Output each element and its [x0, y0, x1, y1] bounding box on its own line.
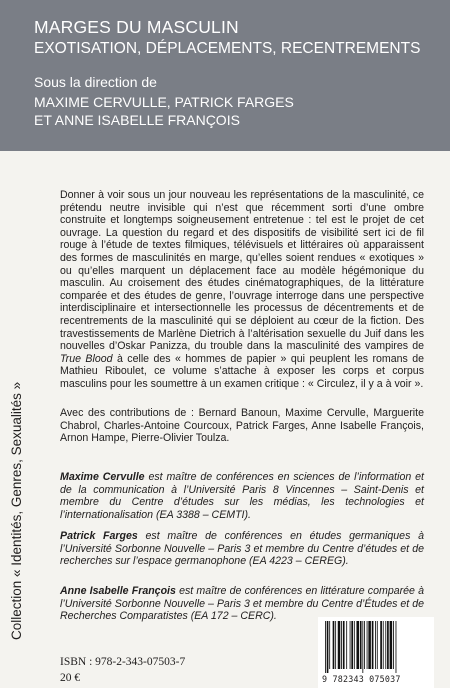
editors-line-1: MAXIME CERVULLE, PATRICK FARGES — [34, 94, 294, 110]
summary-text — [60, 189, 424, 391]
barcode-bar — [396, 621, 397, 673]
barcode-bar — [383, 621, 384, 669]
collection-name: Collection « Identités, Genres, Sexualités » — [9, 381, 24, 640]
summary-italic-title: True Blood — [60, 352, 113, 365]
barcode-bar — [375, 621, 376, 669]
cover-header — [0, 0, 450, 151]
barcode-bar — [341, 621, 342, 669]
price: 20 € — [60, 672, 81, 684]
barcode-bar — [327, 621, 329, 673]
barcode-bar — [329, 621, 330, 669]
barcode-bar — [364, 621, 365, 669]
direction-label: Sous la direction de — [34, 74, 157, 90]
barcode-bar — [377, 621, 378, 669]
barcode-bar — [343, 621, 345, 669]
barcode-bar — [335, 621, 336, 669]
bio-name: Maxime Cervulle — [60, 471, 145, 483]
barcode-bar — [325, 621, 326, 673]
summary-paragraph — [60, 189, 424, 391]
contributors-text: Avec des contributions de : Bernard Banoun, Maxime Cervulle, Marguerite Chabrol, Charles-Antoine Courcoux, Patrick Farges, Anne Isabelle François, Arnon Hampe, Pierre-Olivier Toulza. — [60, 407, 424, 445]
barcode-bar — [354, 621, 355, 669]
barcode-bar — [360, 621, 362, 669]
barcode-bars — [325, 621, 427, 673]
barcode-number: 9 782343 075037 — [322, 674, 401, 684]
barcode-bar — [362, 621, 363, 673]
barcode-bar — [387, 621, 389, 669]
barcode-bar — [350, 621, 351, 669]
bio-name: Patrick Farges — [60, 530, 138, 542]
bio-farges — [60, 530, 424, 568]
summary-part-1: Donner à voir sous un jour nouveau les représentations de la masculinité, ce prétendu neutre invisible qui n’est que récemment sorti d’une ombre construite et longtemps soigneusement entretenue : tel est le projet de cet ouvrage. La question du regard et des dispositifs de visibilité sert ici de fil rouge à l’étude de textes filmiques, télévisuels et littéraires où apparaissent des formes de masculinités en marge, qu’elles soient rendues « exotiques » ou qu’elles marquent un déplacement face au modèle hégémonique du masculin. Au croisement des études cinématographiques, de la littérature comparée et des études de genre, l’ouvrage interroge dans une perspective interdisciplinaire et intersectionnelle les processus de décentrements et de recentrements de la masculinité qui se déploient au cœur de la fiction. Des travestissements de Marlène Dietrich à l’altérisation sexuelle du Juif dans les nouvelles d’Oskar Panizza, du trouble dans la masculinité des vampires de — [60, 189, 424, 353]
bio-name: Anne Isabelle François — [60, 585, 176, 597]
barcode-bar — [393, 621, 394, 669]
bio-text: est maître de conférences en littérature comparée à l’Université Sorbonne Nouvelle – Paris 3 et membre du Centre d’Études et de Recherches Comparatistes (EA 172 – CERC). — [60, 585, 424, 623]
barcode-bar — [333, 621, 335, 669]
book-title: MARGES DU MASCULIN — [34, 17, 239, 37]
barcode-bar — [367, 621, 368, 669]
barcode-bar — [356, 621, 359, 669]
bio-text: est maître de conférences en sciences de l’information et de la communication à l’Université Paris 8 Vincennes – Saint-Denis et membre du Centre d’études sur les médias, les technologies et l’internationalisation (EA 3388 – CEMTI). — [60, 471, 424, 521]
editors-line-2: ET ANNE ISABELLE FRANÇOIS — [34, 112, 240, 128]
bio-text: est maître de conférences en études germaniques à l’Université Sorbonne Nouvelle – Paris 3 et membre du Centre d’études et de recherches sur l’espace germanophone (EA 4223 – CEREG). — [60, 530, 424, 568]
barcode-bar — [372, 621, 374, 669]
book-subtitle: EXOTISATION, DÉPLACEMENTS, RECENTREMENTS — [34, 40, 421, 57]
bio-cervulle — [60, 471, 424, 521]
barcode-bar — [385, 621, 386, 669]
barcode-bar — [380, 621, 382, 669]
isbn: ISBN : 978-2-343-07503-7 — [60, 656, 186, 668]
barcode-bar — [338, 621, 341, 669]
summary-part-2: à celle des « hommes de papier » qui peuplent les romans de Mathieu Riboulet, ce volume s’attache à exposer les corps et corpus masculins pour les soumettre à un examen critique : « Circulez, il y a à voir ». — [60, 352, 424, 390]
barcode — [318, 617, 434, 688]
barcode-bar — [346, 621, 347, 669]
barcode-bar — [351, 621, 353, 669]
barcode-bar — [390, 621, 393, 669]
barcode-bar — [368, 621, 371, 669]
